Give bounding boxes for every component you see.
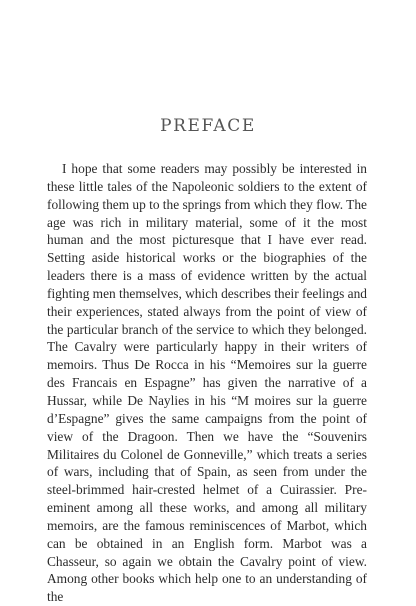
chapter-heading: PREFACE <box>160 116 256 136</box>
preface-paragraph: I hope that some readers may possibly be interested in these little tales of the Napoleonic soldiers to the extent of following them up to the springs from which they flow. The age was rich in military material, some of it the most human and the most picturesque that I have ever read. Setting aside historical works or the biographies of the leaders there is a mass of evidence written by the actual fighting men themselves, which describes their feelings and their experiences, stated always from the point of view of the particular branch of the service to which they belonged. The Cavalry were particularly happy in their writers of memoirs. Thus De Rocca in his “Memoires sur la guerre des Francais en Espagne” has given the narrative of a Hussar, while De Naylies in his “M moires sur la guerre d’Espagne” gives the same campaigns from the point of view of the Dragoon. Then we have the “Souvenirs Militaires du Colonel de Gonneville,” which treats a series of wars, including that of Spain, as seen from under the steel-brimmed hair-crested helmet of a Cuirassier. Pre-eminent among all these works, and among all military memoirs, are the famous reminiscences of Marbot, which can be obtained in an English form. Marbot was a Chasseur, so again we obtain the Cavalry point of view. Among other books which help one to an understanding of the <box>47 161 367 605</box>
